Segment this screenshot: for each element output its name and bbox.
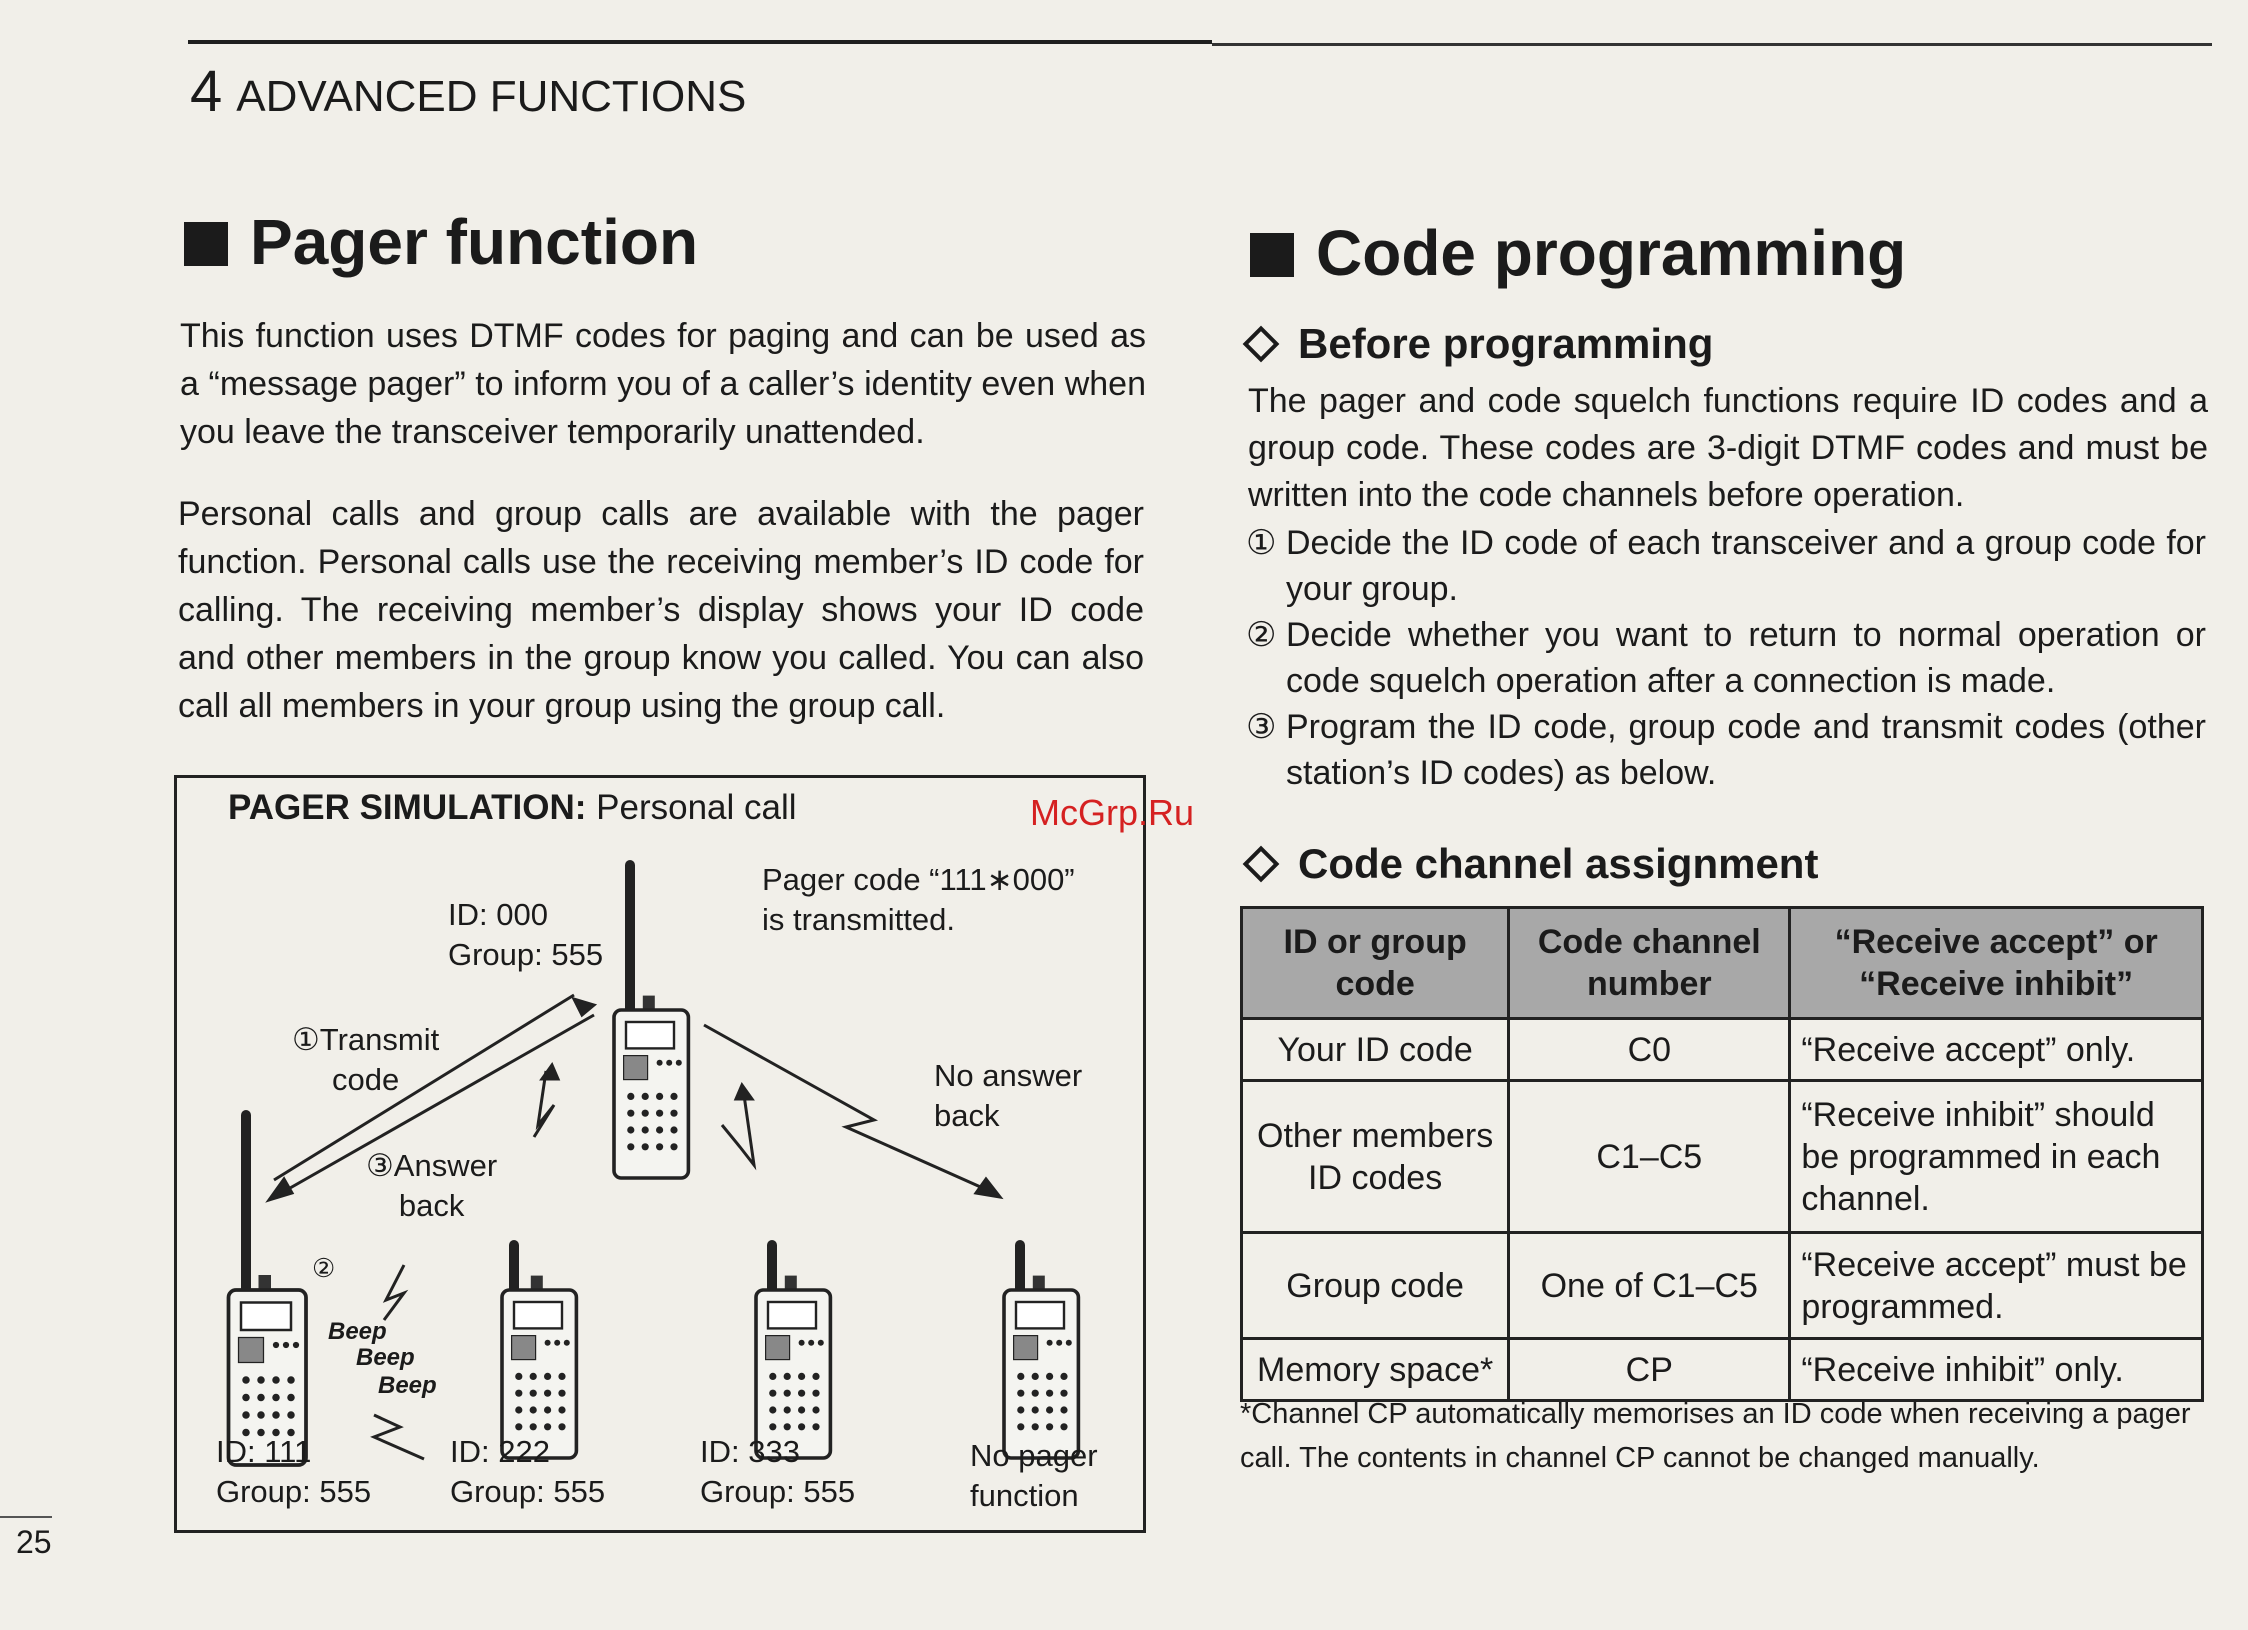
table-footnote: *Channel CP automatically memorises an ID code when receiving a pager call. The contents in channel CP cannot be changed manually. (1240, 1398, 2191, 1474)
table-cell: Memory space* (1242, 1339, 1509, 1401)
table-header-cell: “Receive accept” or “Receive inhibit” (1790, 908, 2203, 1019)
table-cell: “Receive accept” must be programmed. (1790, 1233, 2203, 1339)
top-rule-right (1212, 43, 2212, 46)
beep-text: Beep (378, 1372, 437, 1399)
chapter-number: 4 (190, 59, 223, 124)
code-channel-table (1240, 906, 2204, 1402)
code-heading: Code programming (1250, 216, 1906, 290)
chapter-header (190, 58, 746, 125)
table-cell: “Receive accept” only. (1790, 1019, 2203, 1081)
center-radio-label: ID: 000 Group: 555 (448, 897, 604, 972)
chapter-title: ADVANCED FUNCTIONS (236, 72, 747, 121)
diamond-icon (1243, 326, 1280, 363)
radio-label-3: ID: 333 Group: 555 (700, 1434, 856, 1509)
square-bullet-icon (184, 222, 228, 266)
assignment-heading: Code channel assignment (1240, 840, 1818, 888)
table-header-row (1242, 908, 2203, 1019)
radio-center (614, 996, 688, 1178)
beep-text: Beep (328, 1318, 387, 1345)
table-cell: “Receive inhibit” should be programmed in each channel. (1790, 1081, 2203, 1233)
programming-steps (1246, 520, 2206, 796)
radio-id-333 (756, 1276, 830, 1458)
table-row (1242, 1233, 2203, 1339)
table-header-cell: ID or group code (1242, 908, 1509, 1019)
radio-label-2: ID: 222 Group: 555 (450, 1434, 606, 1509)
table-header-cell: Code channel number (1509, 908, 1790, 1019)
no-answer-label: No answer back (934, 1058, 1083, 1133)
radio-label-4: No pager function (970, 1438, 1098, 1513)
beep-text: Beep (356, 1344, 415, 1371)
table-cell: “Receive inhibit” only. (1790, 1339, 2203, 1401)
answer-back-label: ③Answer back (366, 1148, 498, 1223)
top-rule (188, 40, 1212, 44)
table-cell: Your ID code (1242, 1019, 1509, 1081)
square-bullet-icon (1250, 233, 1294, 277)
before-intro: The pager and code squelch functions require ID codes and a group code. These codes are 3-digit DTMF codes and must be written into the code channels before operation. (1248, 382, 2208, 514)
pager-paragraph-1: This function uses DTMF codes for paging and can be used as a “message pager” to inform you of a caller’s identity even when you leave the transceiver temporarily unattended. (180, 317, 1146, 451)
table-row (1242, 1019, 2203, 1081)
pager-heading: Pager function (184, 205, 698, 279)
page-number-rule (0, 1516, 52, 1518)
step-item: ① Decide the ID code of each transceiver and a group code for your group. (1246, 524, 2206, 608)
radio-label-1: ID: 111 Group: 555 (216, 1434, 372, 1509)
radio-no-pager (1004, 1276, 1078, 1458)
step-item: ③ Program the ID code, group code and transmit codes (other station’s ID codes) as below. (1246, 708, 2206, 792)
before-programming-heading: Before programming (1240, 320, 1713, 368)
page-number: 25 (16, 1524, 52, 1560)
table-cell: C0 (1509, 1019, 1790, 1081)
table-cell: Group code (1242, 1233, 1509, 1339)
pager-code-label: Pager code “111∗000” is transmitted. (762, 862, 1075, 937)
radio-id-222 (502, 1276, 576, 1458)
step-item: ② Decide whether you want to return to normal operation or code squelch operation after a connection is made. (1246, 616, 2206, 700)
transmit-code-label: ①Transmit code (292, 1022, 440, 1097)
pager-paragraph-2: Personal calls and group calls are available with the pager function. Personal calls use the receiving member’s ID code for calling. The receiving member’s display shows your ID code and other members in the group know you called. You can also call all members in your group using the group call. (178, 495, 1144, 725)
table-row (1242, 1081, 2203, 1233)
simulation-title: PAGER SIMULATION: Personal call (228, 788, 797, 827)
table-cell: One of C1–C5 (1509, 1233, 1790, 1339)
watermark: McGrp.Ru (1030, 792, 1195, 833)
table-cell: Other members ID codes (1242, 1081, 1509, 1233)
table-cell: CP (1509, 1339, 1790, 1401)
step-2-marker: ② (312, 1253, 336, 1283)
diamond-icon (1243, 846, 1280, 883)
table-cell: C1–C5 (1509, 1081, 1790, 1233)
